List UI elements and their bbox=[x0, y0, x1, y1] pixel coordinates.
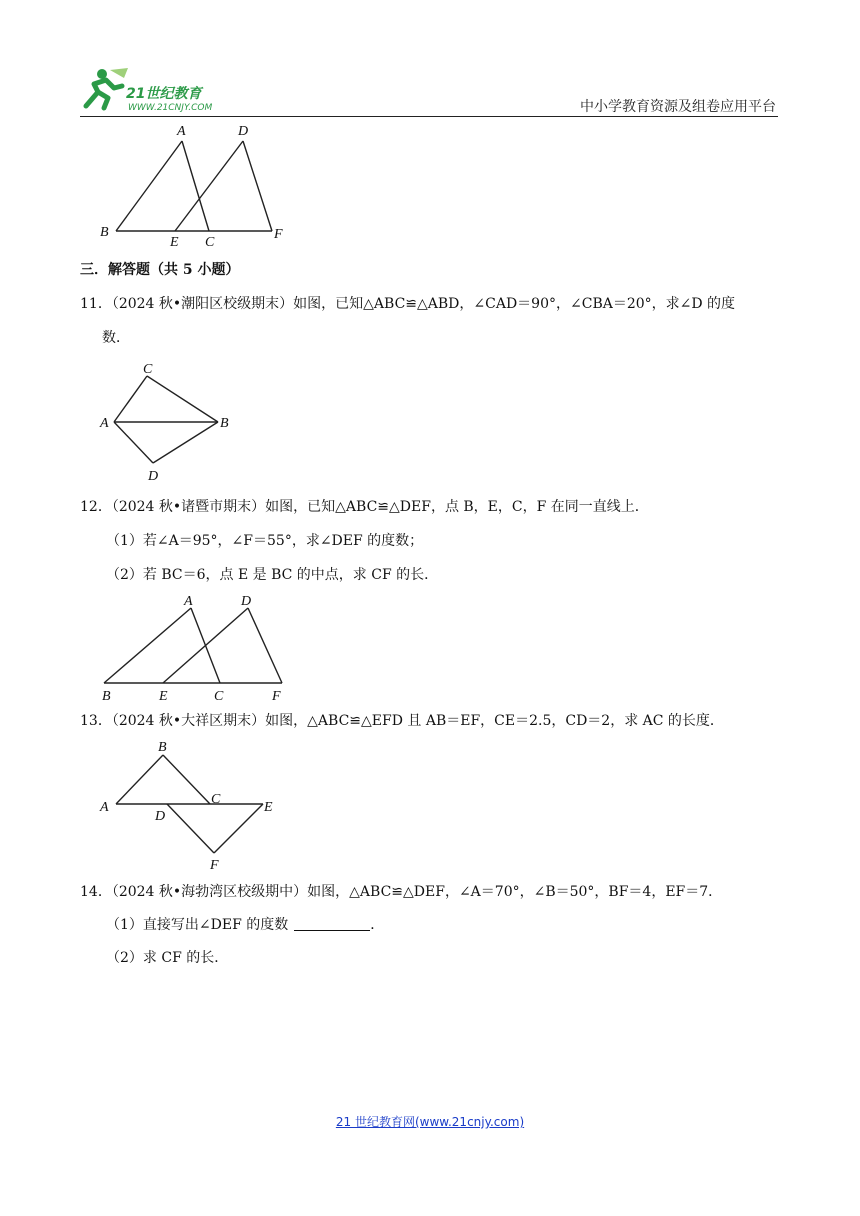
q13-label-b: B bbox=[158, 740, 167, 755]
section-title: 三．解答题（共 5 小题） bbox=[80, 262, 240, 278]
label-e: E bbox=[170, 235, 179, 250]
q14-part1: （1）直接写出∠DEF 的度数 bbox=[106, 917, 289, 933]
q11-label-d: D bbox=[148, 469, 159, 484]
q13-label-e: E bbox=[264, 800, 273, 815]
q11-text-line2: 数． bbox=[102, 330, 130, 346]
q14-text-line1: 14．（2024 秋•海勃湾区校级期中）如图，△ABC≌△DEF，∠A＝70°，∠B＝50°，BF＝4，EF＝7． bbox=[80, 884, 723, 900]
q11-text-line1: 11．（2024 秋•潮阳区校级期末）如图，已知△ABC≌△ABD，∠CAD＝90°，∠CBA＝20°，求∠D 的度 bbox=[80, 296, 736, 312]
figure-top-triangles bbox=[96, 120, 296, 250]
header-divider bbox=[80, 116, 778, 117]
q13-text-line1: 13．（2024 秋•大祥区期末）如图，△ABC≌△EFD 且 AB＝EF，CE＝2.5，CD＝2，求 AC 的长度． bbox=[80, 713, 724, 729]
q12-label-a: A bbox=[184, 594, 193, 609]
label-a: A bbox=[177, 124, 186, 139]
q12-label-d: D bbox=[241, 594, 252, 609]
platform-name: 中小学教育资源及组卷应用平台 bbox=[580, 99, 776, 115]
q12-text-line1: 12．（2024 秋•诸暨市期末）如图，已知△ABC≌△DEF，点 B，E，C，F 在同一直线上． bbox=[80, 499, 649, 515]
q14-part2: （2）求 CF 的长． bbox=[106, 950, 229, 966]
q14-part1-row bbox=[106, 915, 384, 935]
q12-label-f: F bbox=[272, 689, 281, 704]
logo-url: WWW.21CNJY.COM bbox=[128, 103, 213, 112]
q13-label-a: A bbox=[100, 800, 109, 815]
q12-part2: （2）若 BC＝6，点 E 是 BC 的中点，求 CF 的长． bbox=[106, 567, 439, 583]
q14-part1-end: ． bbox=[370, 917, 385, 933]
label-c: C bbox=[205, 235, 215, 250]
q12-label-e: E bbox=[159, 689, 168, 704]
logo-text: 21世纪教育 bbox=[126, 86, 202, 102]
q13-label-d: D bbox=[155, 809, 166, 824]
q11-figure bbox=[96, 358, 246, 488]
runner-icon bbox=[86, 68, 128, 108]
q13-label-c: C bbox=[211, 792, 221, 807]
q13-label-f: F bbox=[210, 858, 219, 873]
footer-link[interactable]: 21 世纪教育网(www.21cnjy.com) bbox=[335, 1115, 525, 1129]
q12-label-b: B bbox=[102, 689, 111, 704]
logo bbox=[80, 66, 255, 112]
label-b: B bbox=[100, 225, 109, 240]
label-d: D bbox=[238, 124, 249, 139]
answer-blank bbox=[294, 916, 370, 931]
q12-label-c: C bbox=[214, 689, 224, 704]
q12-part1: （1）若∠A＝95°，∠F＝55°，求∠DEF 的度数； bbox=[106, 533, 424, 549]
q13-figure bbox=[96, 736, 296, 874]
q11-label-c: C bbox=[143, 362, 153, 377]
q11-label-a: A bbox=[100, 416, 109, 431]
q11-label-b: B bbox=[220, 416, 229, 431]
q12-figure bbox=[96, 590, 296, 708]
label-f: F bbox=[274, 227, 283, 242]
